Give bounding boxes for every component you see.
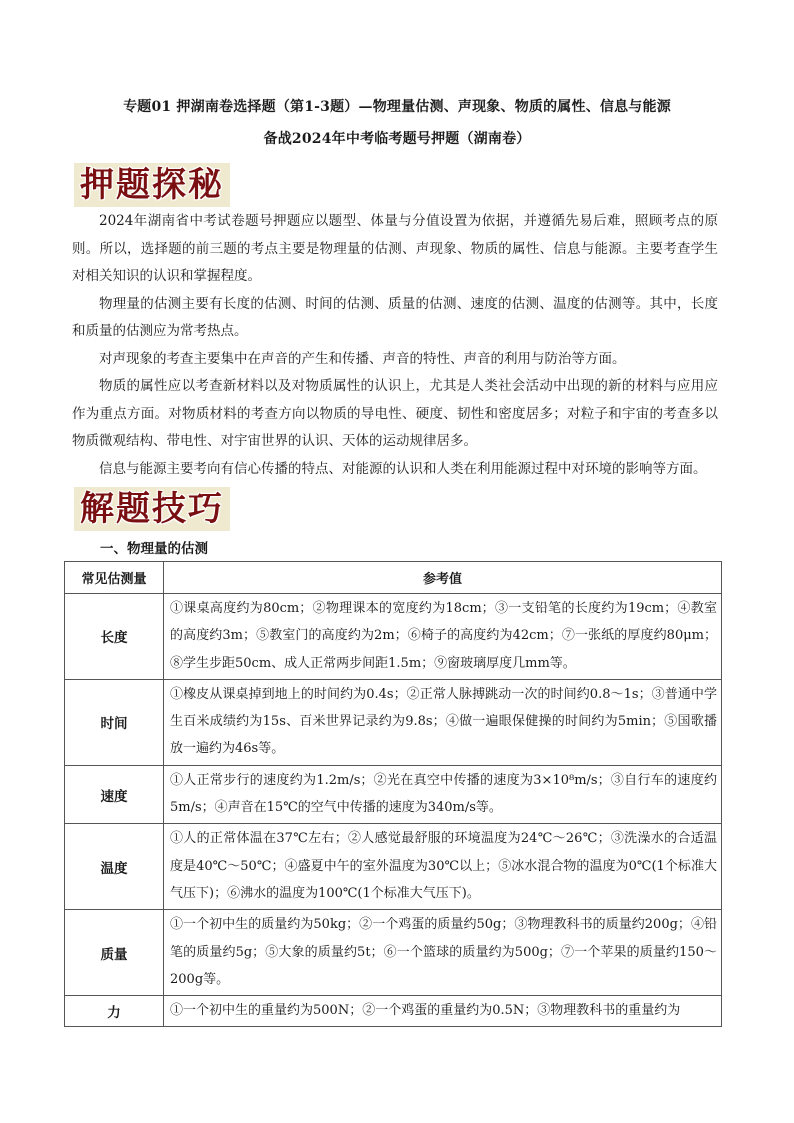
section-banner-secret: 押题探秘 (74, 163, 230, 207)
row-category: 质量 (65, 910, 164, 996)
page-title-line1: 专题01 押湖南卷选择题（第1-3题）—物理量估测、声现象、物质的属性、信息与能源 (123, 99, 671, 115)
intro-text (72, 208, 718, 483)
column-header-reference: 参考值 (164, 562, 722, 594)
row-value: ①人正常步行的速度约为1.2m/s；②光在真空中传播的速度为3×10⁸m/s；③自行车的速度约5m/s；④声音在15℃的空气中传播的速度为340m/s等。 (164, 765, 722, 824)
row-value: ①课桌高度约为80cm；②物理课本的宽度约为18cm；③一支铅笔的长度约为19cm；④教室的高度约3m；⑤教室门的高度约为2m；⑥椅子的高度约为42cm；⑦一张纸的厚度约80μm；⑧学生步距50cm、成人正常两步间距1.5m；⑨窗玻璃厚度几mm等。 (164, 594, 722, 680)
section-heading: 一、物理量的估测 (100, 541, 208, 557)
section-banner-tips: 解题技巧 (74, 487, 230, 531)
row-value: ①一个初中生的重量约为500N；②一个鸡蛋的重量约为0.5N；③物理教科书的重量约为 (164, 996, 722, 1027)
row-value: ①一个初中生的质量约为50kg；②一个鸡蛋的质量约50g；③物理教科书的质量约200g；④铅笔的质量约5g；⑤大象的质量约5t；⑥一个篮球的质量约为500g；⑦一个苹果的质量约150～200g等。 (164, 910, 722, 996)
table-row (65, 996, 722, 1027)
row-value: ①人的正常体温在37℃左右；②人感觉最舒服的环境温度为24℃～26℃；③洗澡水的合适温度是40℃～50℃；④盛夏中午的室外温度为30℃以上；⑤冰水混合物的温度为0℃(1个标准大气压下)；⑥沸水的温度为100℃(1个标准大气压下)。 (164, 824, 722, 910)
table-row (65, 765, 722, 824)
column-header-quantity: 常见估测量 (65, 562, 164, 594)
intro-paragraph: 2024年湖南省中考试卷题号押题应以题型、体量与分值设置为依据，并遵循先易后难，照顾考点的原则。所以，选择题的前三题的考点主要是物理量的估测、声现象、物质的属性、信息与能源。主要考查学生对相关知识的认识和掌握程度。 (72, 213, 718, 284)
page-title-line2: 备战2024年中考临考题号押题（湖南卷） (263, 131, 531, 147)
table-row (65, 594, 722, 680)
row-category: 速度 (65, 765, 164, 824)
intro-paragraph: 物理量的估测主要有长度的估测、时间的估测、质量的估测、速度的估测、温度的估测等。其中，长度和质量的估测应为常考热点。 (72, 295, 718, 339)
row-category: 长度 (65, 594, 164, 680)
row-category: 力 (65, 996, 164, 1027)
intro-paragraph: 对声现象的考查主要集中在声音的产生和传播、声音的特性、声音的利用与防治等方面。 (99, 350, 626, 367)
table-row (65, 679, 722, 765)
row-value: ①橡皮从课桌掉到地上的时间约为0.4s；②正常人脉搏跳动一次的时间约0.8～1s；③普通中学生百米成绩约为15s、百米世界记录约为9.8s；④做一遍眼保健操的时间约为5min；⑤国歌播放一遍约为46s等。 (164, 679, 722, 765)
row-category: 温度 (65, 824, 164, 910)
estimation-table (64, 561, 722, 1027)
table-row (65, 824, 722, 910)
row-category: 时间 (65, 679, 164, 765)
table-row (65, 910, 722, 996)
intro-paragraph: 信息与能源主要考向有信心传播的特点、对能源的认识和人类在利用能源过程中对环境的影响等方面。 (99, 460, 707, 477)
intro-paragraph: 物质的属性应以考查新材料以及对物质属性的认识上，尤其是人类社会活动中出现的新的材料与应用应作为重点方面。对物质材料的考查方向以物质的导电性、硬度、韧性和密度居多；对粒子和宇宙的考查多以物质微观结构、带电性、对宇宙世界的认识、天体的运动规律居多。 (72, 378, 718, 449)
table-header-row (65, 562, 722, 594)
